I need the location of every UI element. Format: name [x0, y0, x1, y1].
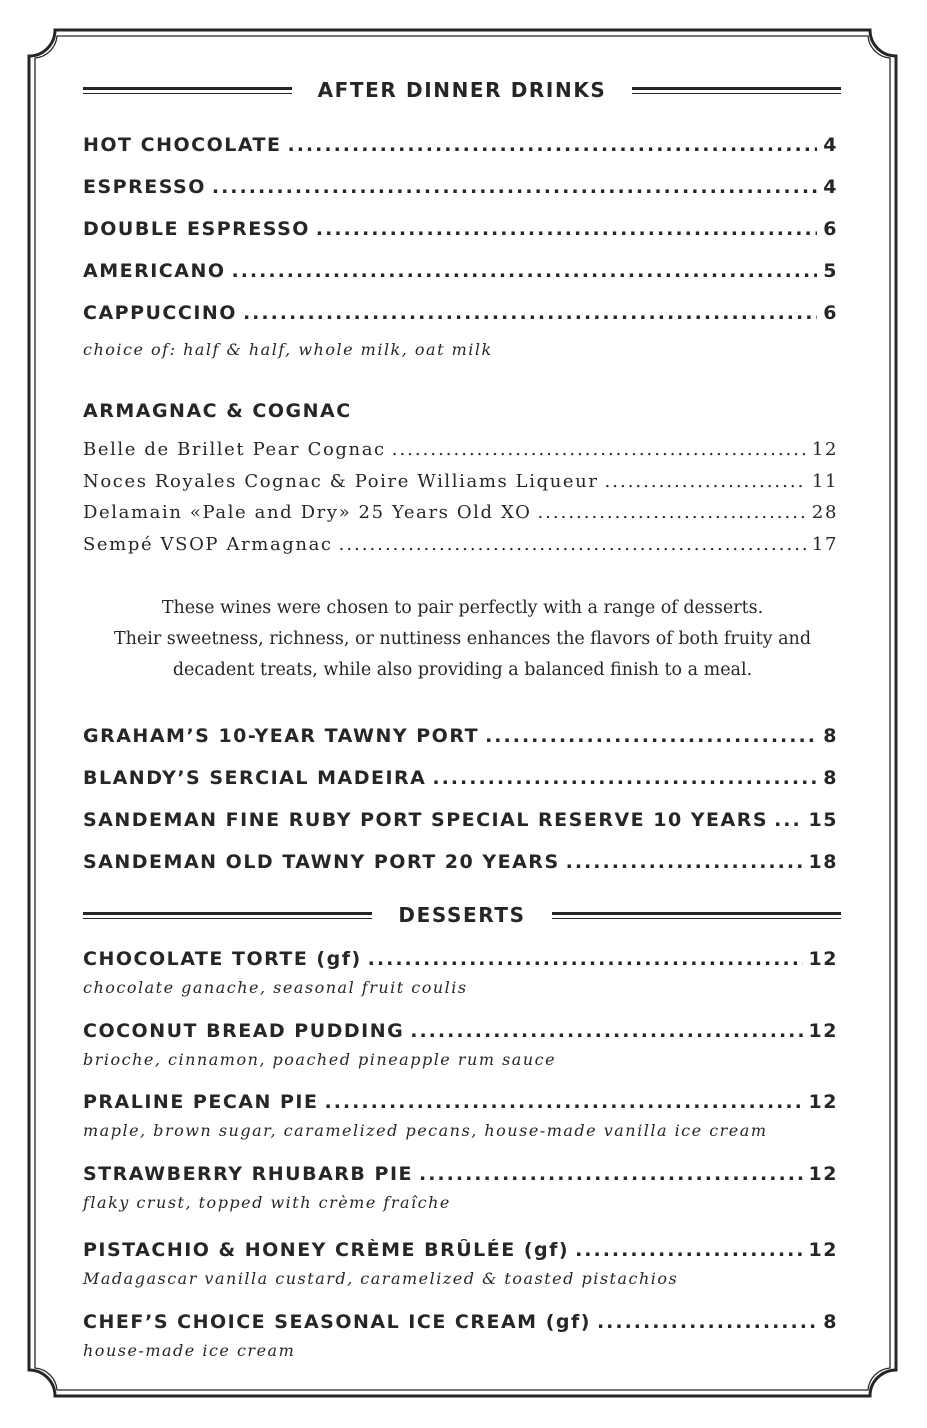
- dot-leader: [232, 260, 818, 282]
- header-rule-left: [83, 912, 372, 919]
- dessert-item: [83, 1091, 838, 1113]
- item-price: 4: [823, 176, 838, 198]
- item-price: 12: [808, 1163, 838, 1185]
- menu-item: [83, 809, 838, 831]
- desserts-header: [83, 903, 841, 927]
- dot-leader: [243, 302, 817, 324]
- item-name: Noces Royales Cognac & Poire Williams Liqueur: [83, 471, 599, 492]
- item-price: 17: [811, 534, 838, 555]
- section-title: DESSERTS: [398, 903, 526, 927]
- item-name: PISTACHIO & HONEY CRÈME BRÛLÉE (gf): [83, 1239, 570, 1261]
- item-price: 8: [823, 1311, 838, 1333]
- dot-leader: [316, 218, 817, 240]
- description-line: Their sweetness, richness, or nuttiness enhances the flavors of both fruity and: [113, 629, 812, 649]
- menu-item: [83, 767, 838, 789]
- dot-leader: [575, 1239, 802, 1261]
- dot-leader: [212, 176, 817, 198]
- dessert-item: [83, 1163, 838, 1185]
- item-name: PRALINE PECAN PIE: [83, 1091, 319, 1113]
- item-name: Delamain «Pale and Dry» 25 Years Old XO: [83, 502, 532, 523]
- item-price: 6: [823, 302, 838, 324]
- dot-leader: [566, 851, 803, 873]
- item-name: DOUBLE ESPRESSO: [83, 218, 310, 240]
- section-title: AFTER DINNER DRINKS: [317, 78, 607, 102]
- item-name: COCONUT BREAD PUDDING: [83, 1020, 405, 1042]
- item-name: CHEF’S CHOICE SEASONAL ICE CREAM (gf): [83, 1311, 591, 1333]
- wine-pairing-description: [80, 593, 845, 686]
- item-price: 4: [823, 134, 838, 156]
- dot-leader: [392, 439, 806, 460]
- dessert-description: flaky crust, topped with crème fraîche: [83, 1193, 451, 1212]
- dot-leader: [774, 809, 802, 831]
- dessert-description: Madagascar vanilla custard, caramelized & toasted pistachios: [83, 1269, 679, 1288]
- dessert-item: [83, 1239, 838, 1261]
- item-price: 12: [811, 439, 838, 460]
- dessert-description: house-made ice cream: [83, 1341, 296, 1360]
- menu-item: [83, 134, 838, 156]
- dot-leader: [432, 767, 817, 789]
- header-rule-left: [83, 87, 292, 94]
- armagnac-cognac-heading: ARMAGNAC & COGNAC: [83, 400, 352, 422]
- item-price: 18: [808, 851, 838, 873]
- menu-item: [83, 502, 838, 523]
- dot-leader: [288, 134, 818, 156]
- dot-leader: [410, 1020, 802, 1042]
- item-name: CHOCOLATE TORTE (gf): [83, 948, 362, 970]
- dot-leader: [368, 948, 803, 970]
- item-name: ESPRESSO: [83, 176, 206, 198]
- menu-item: [83, 534, 838, 555]
- dot-leader: [324, 1091, 802, 1113]
- item-name: Sempé VSOP Armagnac: [83, 534, 333, 555]
- item-name: SANDEMAN FINE RUBY PORT SPECIAL RESERVE 10 YEARS: [83, 809, 769, 831]
- description-line: decadent treats, while also providing a balanced finish to a meal.: [172, 660, 753, 680]
- after-dinner-header: [83, 78, 841, 102]
- item-name: HOT CHOCOLATE: [83, 134, 282, 156]
- menu-item: [83, 725, 838, 747]
- item-name: BLANDY’S SERCIAL MADEIRA: [83, 767, 427, 789]
- dot-leader: [597, 1311, 817, 1333]
- item-price: 6: [823, 218, 838, 240]
- dot-leader: [605, 471, 806, 492]
- header-rule-right: [632, 87, 841, 94]
- dessert-description: maple, brown sugar, caramelized pecans, house-made vanilla ice cream: [83, 1121, 768, 1140]
- description-line: These wines were chosen to pair perfectly with a range of desserts.: [161, 598, 764, 618]
- dessert-description: chocolate ganache, seasonal fruit coulis: [83, 978, 468, 997]
- dessert-description: brioche, cinnamon, poached pineapple rum sauce: [83, 1050, 557, 1069]
- milk-choice-note: choice of: half & half, whole milk, oat milk: [83, 340, 493, 359]
- item-price: 8: [823, 767, 838, 789]
- dot-leader: [339, 534, 806, 555]
- dessert-item: [83, 1311, 838, 1333]
- dessert-item: [83, 948, 838, 970]
- menu-item: [83, 471, 838, 492]
- menu-item: [83, 218, 838, 240]
- item-name: AMERICANO: [83, 260, 226, 282]
- dot-leader: [419, 1163, 803, 1185]
- header-rule-right: [552, 912, 841, 919]
- item-price: 28: [811, 502, 838, 523]
- dot-leader: [537, 502, 805, 523]
- item-price: 12: [808, 1020, 838, 1042]
- item-price: 11: [811, 471, 838, 492]
- menu-item: [83, 851, 838, 873]
- menu-item: [83, 176, 838, 198]
- item-price: 12: [808, 948, 838, 970]
- item-price: 12: [808, 1239, 838, 1261]
- menu-item: [83, 439, 838, 460]
- dessert-item: [83, 1020, 838, 1042]
- item-name: SANDEMAN OLD TAWNY PORT 20 YEARS: [83, 851, 560, 873]
- menu-item: [83, 302, 838, 324]
- dot-leader: [485, 725, 817, 747]
- item-price: 15: [808, 809, 838, 831]
- item-price: 8: [823, 725, 838, 747]
- item-price: 5: [823, 260, 838, 282]
- item-name: CAPPUCCINO: [83, 302, 237, 324]
- item-price: 12: [808, 1091, 838, 1113]
- item-name: STRAWBERRY RHUBARB PIE: [83, 1163, 413, 1185]
- item-name: Belle de Brillet Pear Cognac: [83, 439, 386, 460]
- item-name: GRAHAM’S 10-YEAR TAWNY PORT: [83, 725, 480, 747]
- menu-item: [83, 260, 838, 282]
